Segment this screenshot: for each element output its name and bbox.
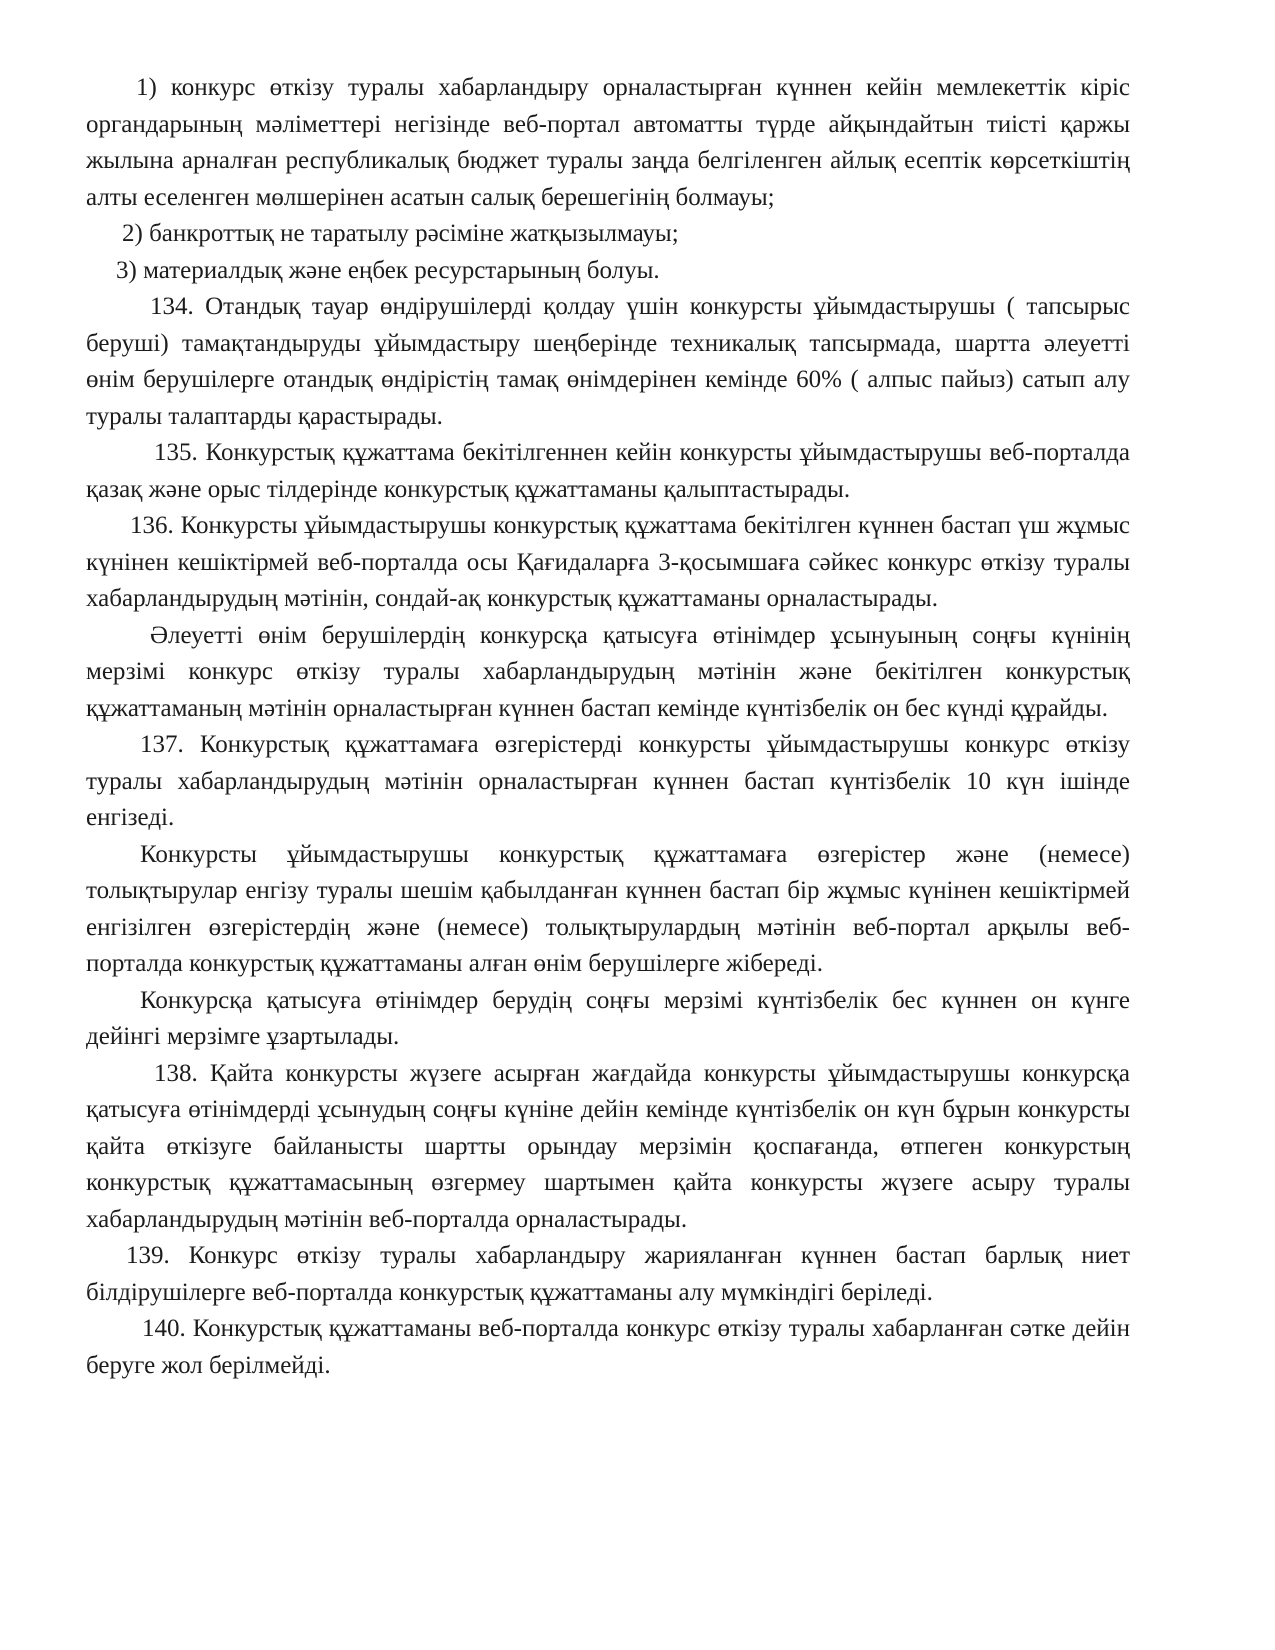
paragraph-134: 134. Отандық тауар өндірушілерді қолдау үшін конкурсты ұйымдастырушы ( тапсырыс беруші) тамақтандыруды ұйымдастыру шеңберінде техникалық тапсырмада, шартта әлеуетті өнім берушілерге отандық өндірістің тамақ өнімдерінен кемінде 60% ( алпыс пайыз) сатып алу туралы талаптарды қарастырады. [86, 293, 1130, 430]
paragraph-item-3: 3) материалдық және еңбек ресурстарының болуы. [116, 256, 660, 284]
paragraph-item-1: 1) конкурс өткізу туралы хабарландыру орналастырған күннен кейін мемлекеттік кіріс органдарының мәліметтері негізінде веб-портал автоматты түрде айқындайтын тиісті қаржы жылына арналған республикалық бюджет туралы заңда белгіленген айлық есептік көрсеткіштің алты еселенген мөлшерінен асатын салық берешегінің болмауы; [86, 74, 1130, 211]
paragraph-139: 139. Конкурс өткізу туралы хабарландыру жарияланған күннен бастап барлық ниет білдірушілерге веб-порталда конкурстық құжаттаманы алу мүмкіндігі беріледі. [86, 1242, 1130, 1306]
paragraph-138: 138. Қайта конкурсты жүзеге асырған жағдайда конкурсты ұйымдастырушы конкурсқа қатысуға өтінімдерді ұсынудың соңғы күніне дейін кемінде күнтізбелік он күн бұрын конкурсты қайта өткізуге байланысты шартты орындау мерзімін қоспағанда, өтпеген конкурстың конкурстық құжаттамасының өзгермеу шартымен қайта конкурсты жүзеге асыру туралы хабарландырудың мәтінін веб-порталда орналастырады. [86, 1059, 1130, 1233]
paragraph-136: 136. Конкурсты ұйымдастырушы конкурстық құжаттама бекітілген күннен бастап үш жұмыс күнінен кешіктірмей веб-порталда осы Қағидаларға 3-қосымшаға сәйкес конкурс өткізу туралы хабарландырудың мәтінін, сондай-ақ конкурстық құжаттаманы орналастырады. [86, 512, 1130, 612]
paragraph-135: 135. Конкурстық құжаттама бекітілгеннен кейін конкурсты ұйымдастырушы веб-порталда қазақ және орыс тілдерінде конкурстық құжаттаманы қалыптастырады. [86, 439, 1130, 503]
paragraph-extension: Конкурсқа қатысуға өтінімдер берудің соңғы мерзімі күнтізбелік бес күннен он күнге дейінгі мерзімге ұзартылады. [86, 986, 1130, 1050]
paragraph-140: 140. Конкурстық құжаттаманы веб-порталда конкурс өткізу туралы хабарланған сәтке дейін беруге жол берілмейді. [86, 1315, 1130, 1379]
paragraph-deadline: Әлеуетті өнім берушілердің конкурсқа қатысуға өтінімдер ұсынуының соңғы күнінің мерзімі конкурс өткізу туралы хабарландырудың мәтінін және бекітілген конкурстық құжаттаманың мәтінін орналастырған күннен бастап кемінде күнтізбелік он бес күнді құрайды. [86, 621, 1130, 722]
paragraph-item-2: 2) банкроттық не таратылу рәсіміне жатқызылмауы; [122, 220, 679, 247]
paragraph-amendments: Конкурсты ұйымдастырушы конкурстық құжаттамаға өзгерістер және (немесе) толықтырулар енгізу туралы шешім қабылданған күннен бастап бір жұмыс күнінен кешіктірмей енгізілген өзгерістердің және (немесе) толықтырулардың мәтінін веб-портал арқылы веб-порталда конкурстық құжаттаманы алған өнім берушілерге жібереді. [86, 840, 1130, 977]
paragraph-137: 137. Конкурстық құжаттамаға өзгерістерді конкурсты ұйымдастырушы конкурс өткізу туралы хабарландырудың мәтінін орналастырған күннен бастап күнтізбелік 10 күн ішінде енгізеді. [86, 731, 1130, 831]
document-page [86, 70, 1130, 1384]
